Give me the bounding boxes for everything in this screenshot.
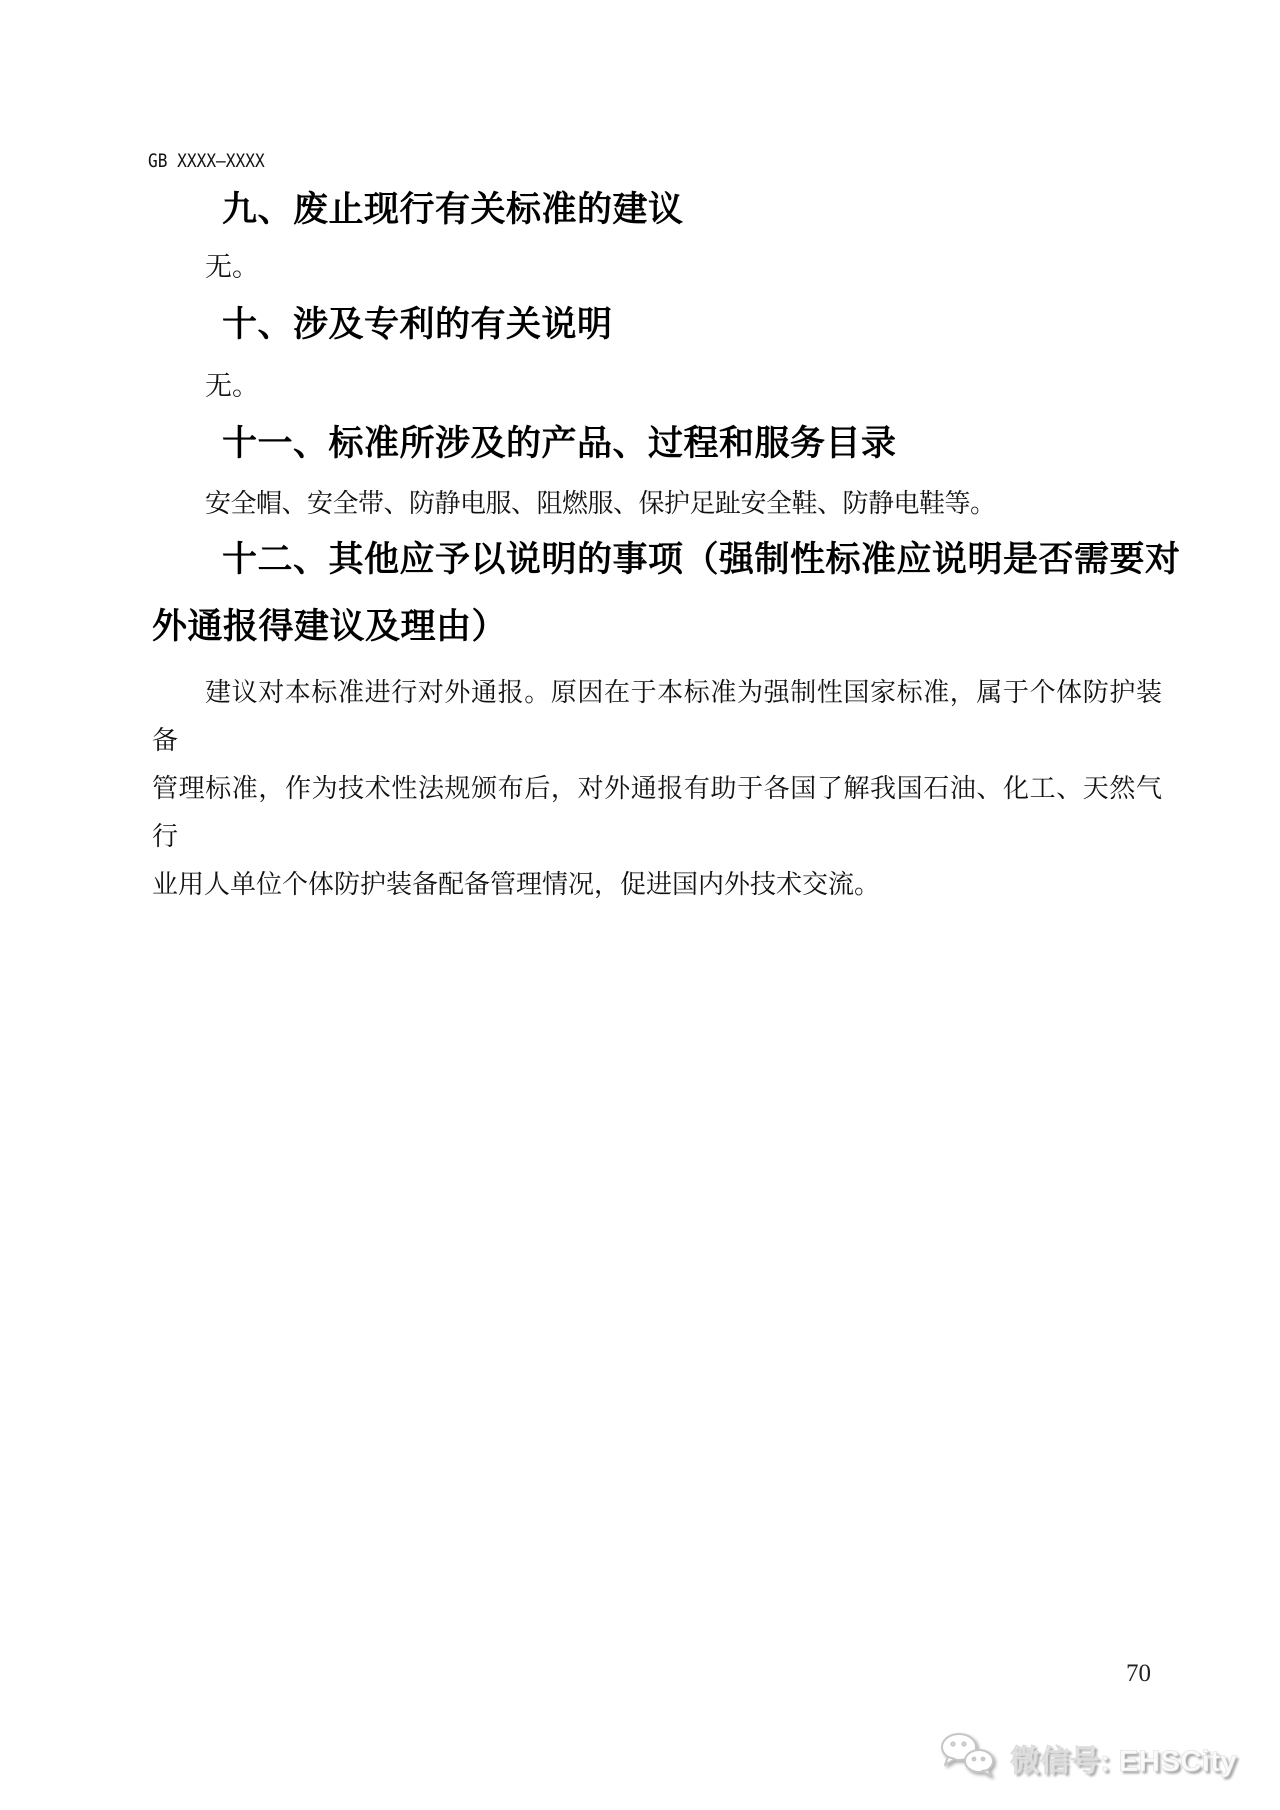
paragraph-line: 管理标准，作为技术性法规颁布后，对外通报有助于各国了解我国石油、化工、天然气行	[152, 774, 1162, 851]
wechat-label: 微信号: EHSCity	[1010, 1744, 1237, 1778]
page-number: 70	[1126, 1660, 1151, 1687]
wechat-watermark	[938, 1732, 1237, 1783]
section-10-body: 无。	[205, 371, 259, 401]
section-11-body: 安全帽、安全带、防静电服、阻燃服、保护足趾安全鞋、防静电鞋等。	[205, 489, 996, 518]
paragraph-line: 建议对本标准进行对外通报。原因在于本标准为强制性国家标准，属于个体防护装备	[152, 678, 1162, 755]
section-9-heading: 九、废止现行有关标准的建议	[222, 190, 684, 229]
section-10-heading: 十、涉及专利的有关说明	[222, 305, 613, 344]
section-12-paragraph	[152, 669, 1162, 909]
section-9-body: 无。	[205, 252, 259, 282]
section-12-heading-line2: 外通报得建议及理由）	[152, 607, 508, 646]
section-12-heading-line1: 十二、其他应予以说明的事项（强制性标准应说明是否需要对	[222, 540, 1181, 579]
section-11-heading: 十一、标准所涉及的产品、过程和服务目录	[222, 424, 897, 463]
paragraph-line: 业用人单位个体防护装备配备管理情况，促进国内外技术交流。	[152, 870, 881, 899]
doc-code: GB XXXX—XXXX	[148, 150, 265, 172]
wechat-icon	[938, 1732, 1000, 1783]
